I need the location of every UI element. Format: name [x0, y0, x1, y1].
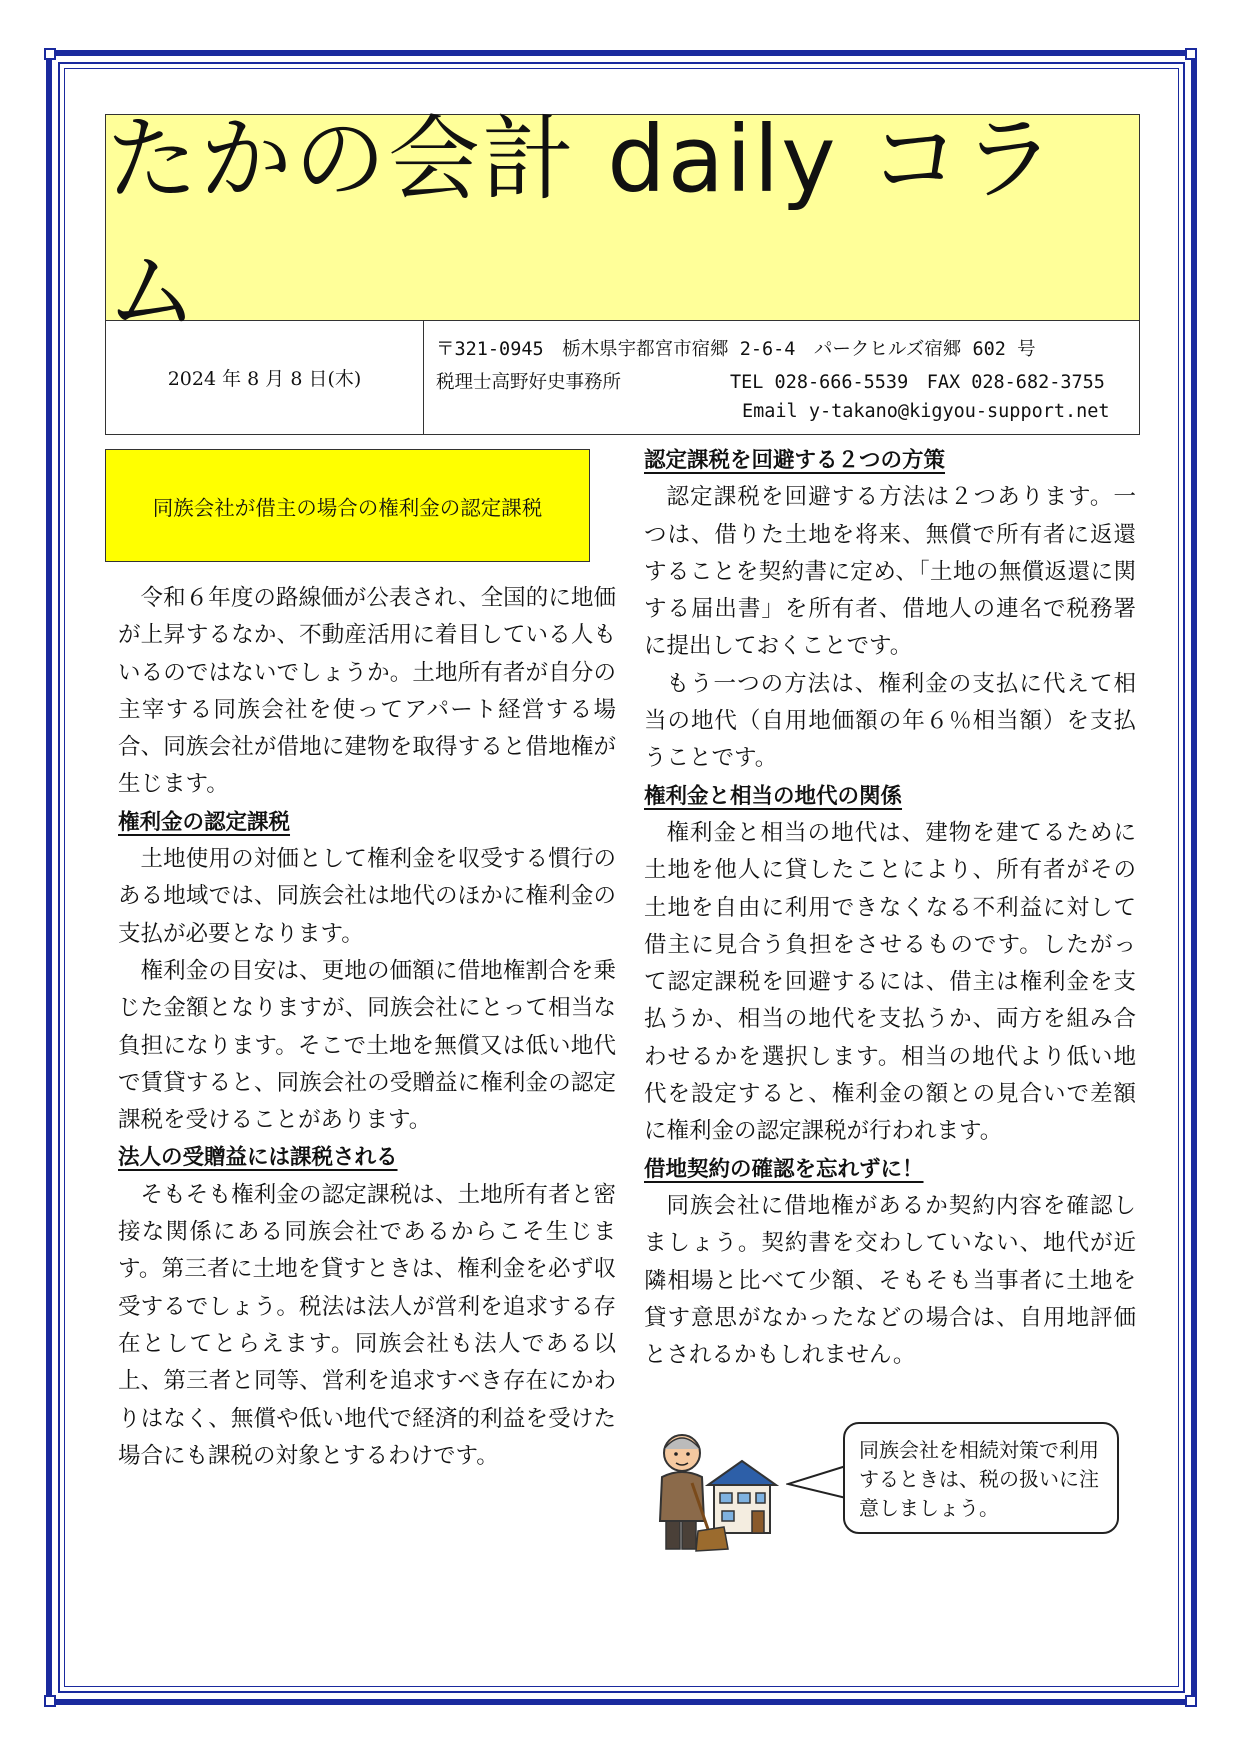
body-paragraph: 同族会社に借地権があるか契約内容を確認しましょう。契約書を交わしていない、地代が近隣相場と比べて少額、そもそも当事者に土地を貸す意思がなかったなどの場合は、自用地評価とされるかもしれません。 — [644, 1192, 1136, 1369]
issue-date: 2024 年 8 月 8 日(木) — [106, 321, 424, 434]
body-paragraph: 土地使用の対価として権利金を収受する慣行のある地域では、同族会社は地代のほかに権利金の支払が必要となります。 — [118, 846, 616, 947]
speech-bubble-tail — [786, 1460, 848, 1504]
section-heading: 権利金と相当の地代の関係 — [644, 783, 903, 809]
house-icon — [708, 1461, 776, 1533]
section-heading: 権利金の認定課税 — [118, 809, 291, 835]
title-banner — [106, 105, 1139, 345]
office-address: 〒321-0945 栃木県宇都宮市宿郷 2-6-4 パークヒルズ宿郷 602 号 — [436, 339, 1036, 360]
corner-ornament — [1185, 1695, 1197, 1707]
man-with-house-illustration — [652, 1423, 782, 1555]
info-row — [106, 321, 1139, 434]
newsletter-title: たかの会計 daily コラム — [106, 105, 1057, 345]
office-name: 税理士高野好史事務所 — [436, 372, 622, 393]
body-paragraph: もう一つの方法は、権利金の支払に代えて相当の地代（自用地価額の年６％相当額）を支払うことです。 — [644, 670, 1136, 772]
newsletter-header — [105, 105, 1140, 435]
body-paragraph: 権利金の目安は、更地の価額に借地権割合を乗じた金額となりますが、同族会社にとって相当な負担になります。そこで土地を無償又は低い地代で賃貸すると、同族会社の受贈益に権利金の認定課税を受けることがあります。 — [118, 957, 616, 1134]
right-column — [644, 442, 1136, 1374]
section-heading: 法人の受贈益には課税される — [118, 1145, 398, 1171]
corner-ornament — [44, 48, 56, 60]
speech-bubble: 同族会社を相続対策で利用するときは、税の扱いに注意しましょう。 — [843, 1422, 1119, 1534]
corner-ornament — [1185, 48, 1197, 60]
office-email[interactable]: Email y-takano@kigyou-support.net — [742, 401, 1110, 422]
section-heading: 借地契約の確認を忘れずに！ — [644, 1156, 924, 1182]
body-paragraph: 権利金と相当の地代は、建物を建てるために土地を他人に貸したことにより、所有者がその土地を自由に利用できなくなる不利益に対して借主に見合う負担をさせるものです。したがって認定課税を回避するには、借主は権利金を支払うか、相当の地代を支払うか、両方を組み合わせるかを選択します。相当の地代より低い地代を設定すると、権利金の額との見合いで差額に権利金の認定課税が行われます。 — [644, 819, 1136, 1145]
section-heading: 認定課税を回避する２つの方策 — [644, 448, 946, 473]
body-paragraph: 認定課税を回避する方法は２つあります。一つは、借りた土地を将来、無償で所有者に返還することを契約書に定め、「土地の無償返還に関する届出書」を所有者、借地人の連名で税務署に提出しておくことです。 — [644, 484, 1136, 660]
article-headline: 同族会社が借主の場合の権利金の認定課税 — [105, 449, 590, 562]
left-column — [118, 580, 616, 1475]
body-paragraph: そもそも権利金の認定課税は、土地所有者と密接な関係にある同族会社であるからこそ生じます。第三者に土地を貸すときは、権利金を必ず収受するでしょう。税法は法人が営利を追求する存在としてとらえます。同族会社も法人である以上、第三者と同等、営利を追求すべき存在にかわりはなく、無償や低い地代で経済的利益を受けた場合にも課税の対象とするわけです。 — [118, 1181, 616, 1469]
contact-info — [424, 321, 1139, 434]
corner-ornament — [44, 1695, 56, 1707]
office-phone-fax: TEL 028-666-5539 FAX 028-682-3755 — [730, 372, 1105, 393]
intro-paragraph: 令和６年度の路線価が公表され、全国的に地価が上昇するなか、不動産活用に着目している人もいるのではないでしょうか。土地所有者が自分の主宰する同族会社を使ってアパート経営する場合、同族会社が借地に建物を取得すると借地権が生じます。 — [118, 585, 616, 798]
